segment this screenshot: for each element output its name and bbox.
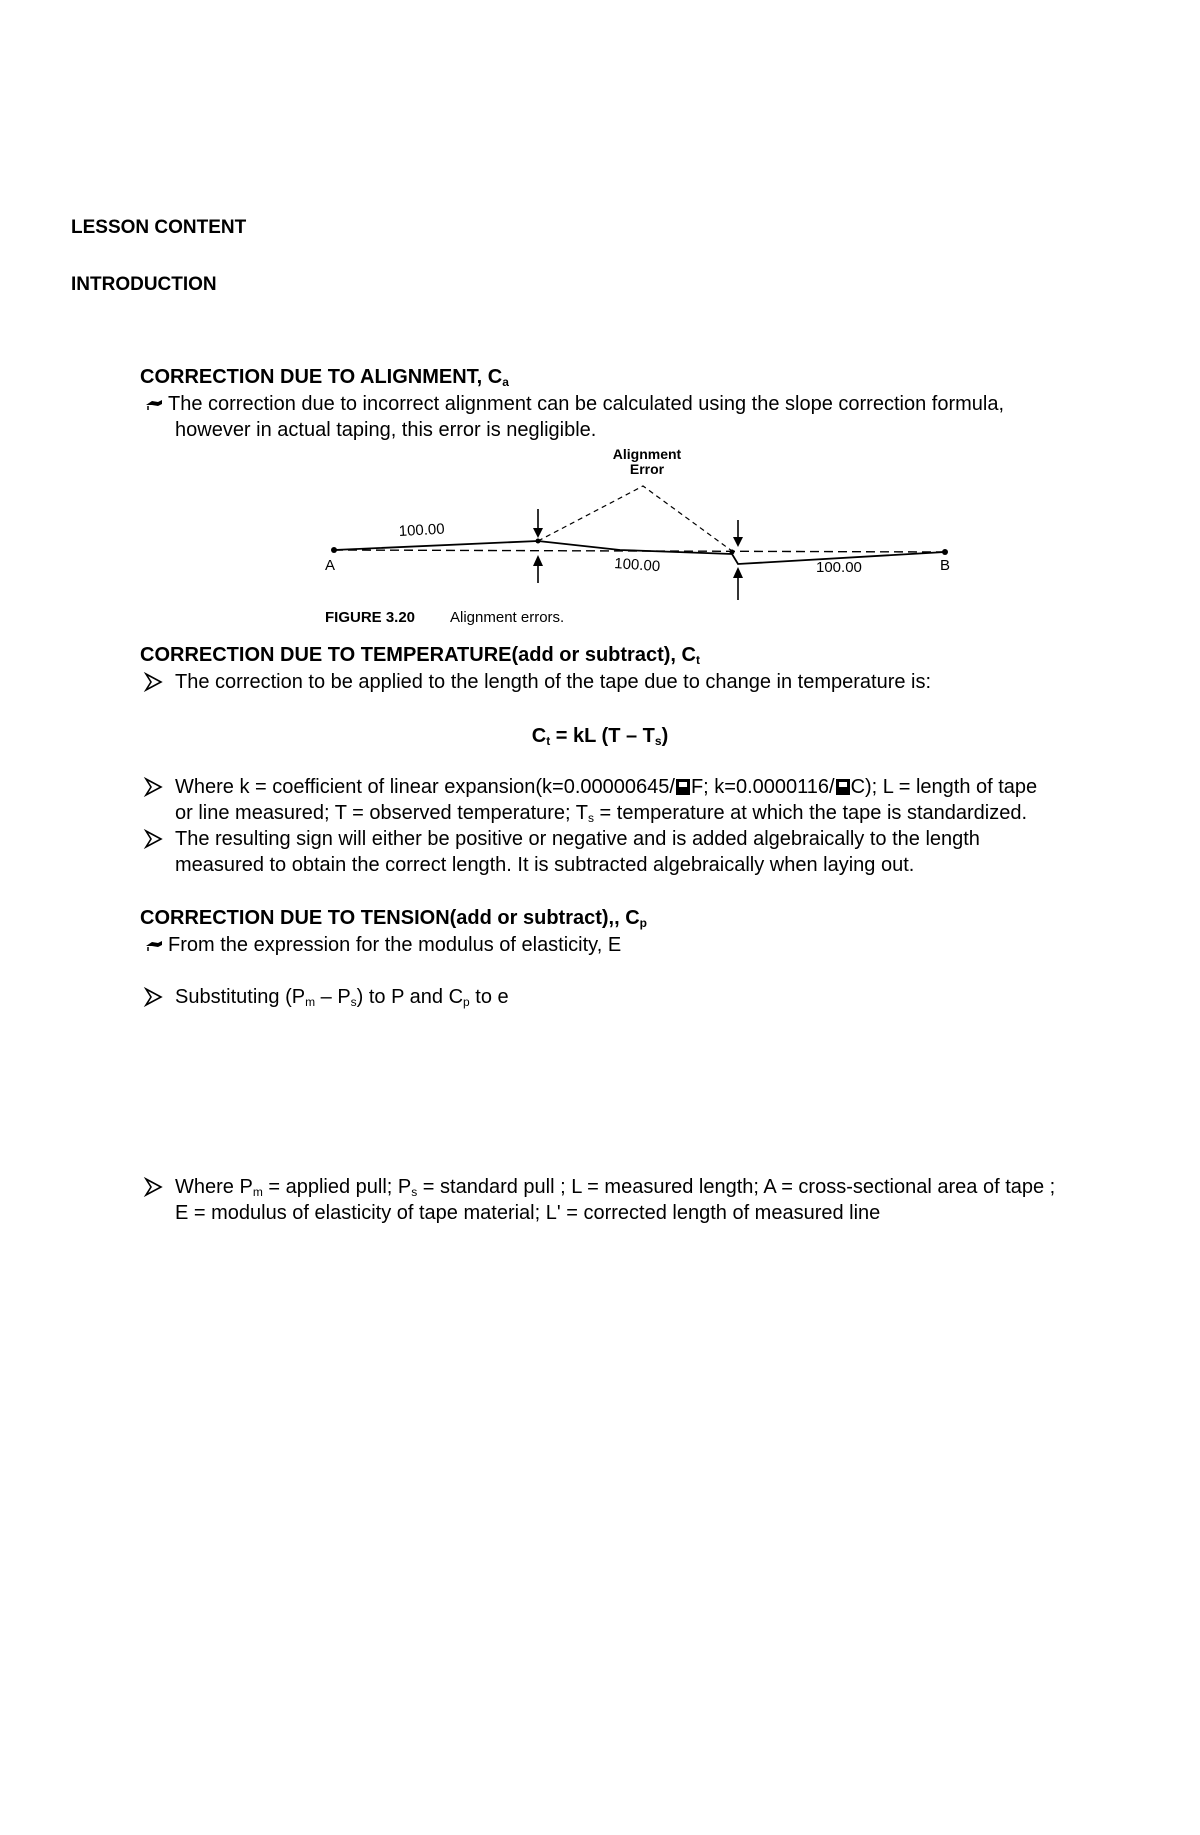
temperature-sign-line1: The resulting sign will either be positive or negative and is added algebraically to the length [175,828,980,850]
temperature-sign-line2: measured to obtain the correct length. It is subtracted algebraically when laying out. [175,854,915,876]
figure-dist-3: 100.00 [816,559,862,576]
flag-bullet-icon [140,395,168,415]
temperature-intro-text: The correction to be applied to the length of the tape due to change in temperature is: [175,671,932,693]
alignment-error-figure [320,442,960,628]
tension-where-line1: Where $P_m$ = applied pull; $P_s$ = standard pull ; L = measured length; A = cross-sectional area of tape ; [175,1176,1056,1199]
figure-dist-1: 100.00 [398,520,446,540]
arrow-bullet-icon [140,672,168,692]
figure-label-a: A [325,557,336,574]
tension-modulus-bullet [140,932,1140,958]
introduction-heading: INTRODUCTION [71,274,217,295]
temperature-sign-bullet [140,826,1140,878]
tension-substitute-bullet [140,984,1140,1010]
arrow-bullet-icon [140,829,168,849]
alignment-section-title: CORRECTION DUE TO ALIGNMENT, $C_a$ [140,366,509,389]
temperature-where-line2: or line measured; T = observed temperature; $T_s$ = temperature at which the tape is standardized. [175,802,1028,825]
lesson-content-heading: LESSON CONTENT [71,217,247,238]
figure-point-b [942,549,948,555]
degree-glyph-icon [836,779,850,795]
arrow-bullet-icon [140,987,168,1007]
tension-section-title: CORRECTION DUE TO TENSION(add or subtract),, $C_p$ [140,907,648,930]
flag-bullet-icon [140,936,168,956]
tension-substitute-text: Substituting $(P_m - P_s)$ to P and $C_p$ to e [175,986,509,1009]
degree-glyph-icon [676,779,690,795]
figure-label-b: B [940,557,951,574]
temperature-section-title: CORRECTION DUE TO TEMPERATURE(add or subtract), $C_t$ [140,644,700,667]
figure-error-dashes [538,486,732,551]
alignment-text-line2: however in actual taping, this error is negligible. [175,419,597,441]
figure-caption-text: Alignment errors. [450,609,565,626]
figure-point-a [331,547,337,553]
temperature-formula: $C_t$ = kL $(T - T_s)$ [531,725,669,748]
arrow-bullet-icon [140,1177,168,1197]
alignment-bullet [140,391,1140,443]
alignment-text-line1: The correction due to incorrect alignment can be calculated using the slope correction formula, [168,393,1005,415]
figure-caption-number: FIGURE 3.20 [325,609,416,626]
figure-error-label-1: Alignment [612,446,682,462]
tension-modulus-text: From the expression for the modulus of elasticity, E [168,934,622,956]
figure-error-label-2: Error [629,461,665,477]
tension-where-bullet [140,1174,1140,1226]
temperature-intro-bullet [140,669,1140,695]
tension-where-line2: E = modulus of elasticity of tape material; L' = corrected length of measured line [175,1202,881,1224]
temperature-where-bullet [140,774,1140,826]
figure-dist-2: 100.00 [613,555,661,576]
arrow-bullet-icon [140,777,168,797]
temperature-where-line1: Where k = coefficient of linear expansion(k=0.00000645/ F; k=0.0000116/ C); L = length of tape [175,776,1038,798]
